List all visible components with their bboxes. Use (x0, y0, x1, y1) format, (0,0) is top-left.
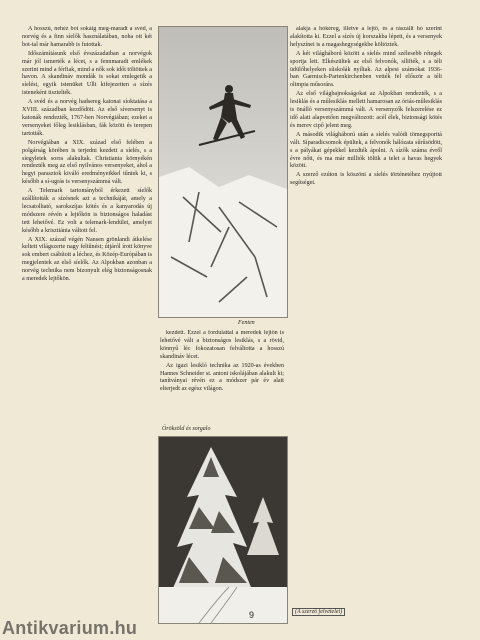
paragraph: kezdett. Ezzel a fordulattal a meredek lejtőn is lehetővé vált a biztonságos lesiklás, s a rövid, könnyű léc fokozatosan felváltotta a hosszú skandináv lécet. (160, 330, 284, 360)
watermark-logo: Antikvarium.hu (2, 618, 138, 638)
paragraph: A hosszú, nehéz bot sokáig meg-maradt a svéd, a norvég és a finn síelők használatában, noha ott két bot-tal már hamarabb is futottak. (22, 26, 152, 48)
paragraph: A második világháború után a síelés valódi tömegsporttá vált. Síparadicsomok épültek, a felvonók hálózata sűrűsödött, s a pályákat gépekkel kezdték ápolni. A sízők száma évről évre nőtt, és ma már milliók töltik a telet a havas hegyek között. (290, 131, 442, 170)
article-column-middle (160, 330, 284, 428)
skier-jump-photo (158, 26, 288, 318)
paragraph: A szerző ezúton is köszöni a síelés történetéhez nyújtott segítséget. (290, 172, 442, 187)
paragraph: Az első világbajnokságokat az Alpokban rendezték, s a lesiklás és a műlesiklás mellett hamarosan az óriás-műlesiklás is önálló versenyszámmá vált. A versenyzők felszerelése ez idő alatt alapvetően megváltozott: acél élek, biztonsági kötés és merev cipő jelent meg. (290, 91, 442, 129)
paragraph: A Telemark tartományból érkezett síelők szállították a sízésnek azt a technikáját, amely a lecsatolható, sarokszíjas kötés és a kanyarodás új módszere révén a lejtőkön is biztonságos haladást tett lehetővé. Ez volt a telemark-lendület, amelyet később a krisztiánia váltott fel. (22, 188, 152, 234)
paragraph: A két világháború között a síelés mind szélesebb rétegek sportja lett. Elkészültek az első felvonók, sílifték, s a téli üdülőhelyeken síiskolák nyíltak. Az alpesi számokat 1936-ban Garmisch-Partenkirchenben vették fel először a téli olimpia műsorára. (290, 50, 442, 89)
skier-jump-illustration (159, 27, 287, 317)
article-column-right (290, 26, 442, 608)
photo-credit: (A szerző felvételei) (292, 608, 345, 616)
article-column-left (22, 26, 152, 606)
paragraph: A XIX. század végén Nansen grönlandi átkelése keltett világszerte nagy feltűnést; útjáról írott könyve sok embert csábított a léchez, és Közép-Európában is megjelentek az első síelők. Az Alpokban azonban a norvég technika nem bizonyult elég biztonságosnak a meredek lejtőkön. (22, 236, 152, 283)
snowy-spruce-illustration (159, 437, 287, 623)
paragraph: A svéd és a norvég hadsereg katonai síoktatása a XVIII. században kezdődött. Az első síversenyt is katonák rendezték, 1767-ben Norvégiában; ezeket a versenyeket főleg lesiklásban, fák között és terepen tartották. (22, 99, 152, 137)
paragraph: Norvégiában a XIX. század első felében a polgárság körében is terjedni kezdett a síelés, s a síegyletek sorra alakultak. Christiania környékén rendezték meg az első nyilvános versenyeket, ahol a hegyi parasztok kiváló eredményeikkel tűntek ki, s később a sí-ugrás is versenyszámmá vált. (22, 139, 152, 186)
snowy-trees-photo (158, 436, 288, 624)
photo-caption-top: Fenten (238, 320, 255, 326)
paragraph: alakja a hókéreg, illetve a lejtő, és a rászállt hó szerint alakította ki. Ezzel a sízés új korszakba lépett, és a versenyek helyszínei is a magashegységekbe költöztek. (290, 26, 442, 48)
photo-caption-bottom: Örökzöld és sorgalo (162, 426, 211, 432)
paragraph: Az igazi lesikló technika az 1920-as években Hannes Schneider st. antoni iskolájában alakult ki; tanítványai révén ez a módszer pár év alatt elterjedt az egész világon. (160, 362, 284, 393)
paragraph: Időszámításunk első évszázadaiban a norvégok már jól ismerték a lécet, s a fennmaradt emlékek szerint mind a férfiak, mind a nők sok időt töltöttek a havon. A skandináv mondák is sokat emlegetik a síelést, egyik istenüket Ullt kifejezetten a sízés isteneként tisztelték. (22, 50, 152, 97)
page-number: 9 (249, 610, 255, 620)
